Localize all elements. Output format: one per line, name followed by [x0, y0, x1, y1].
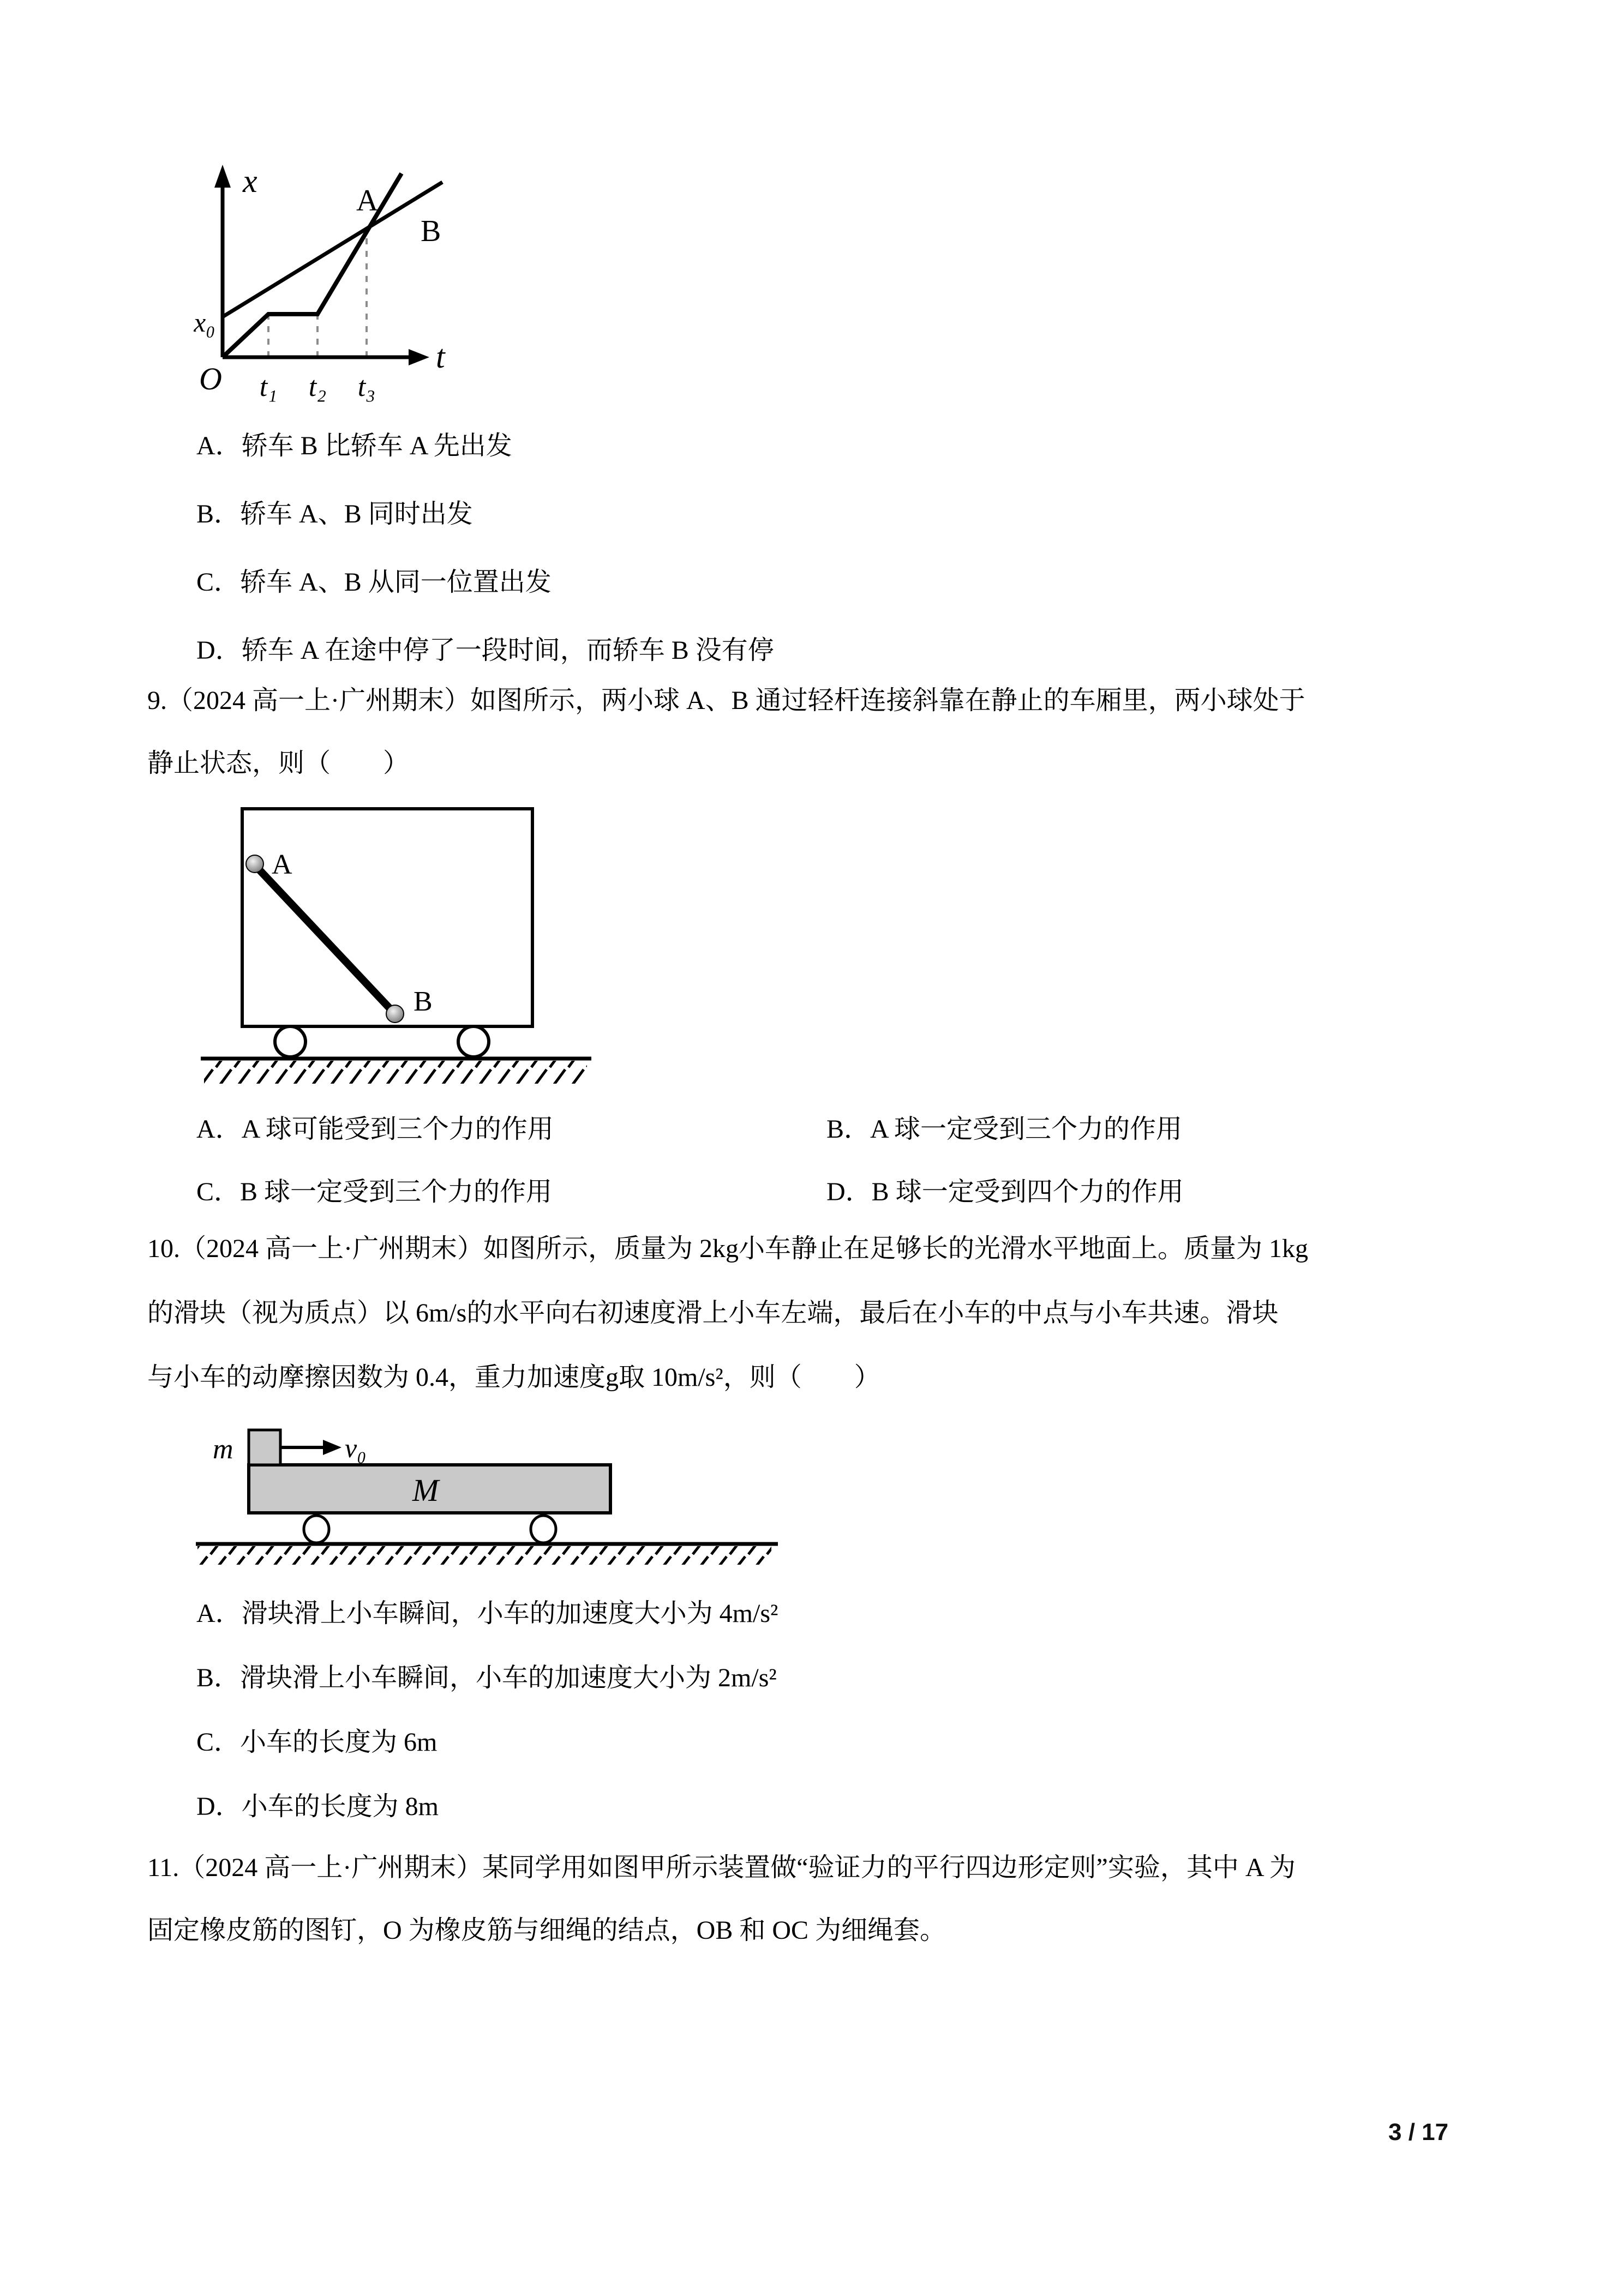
velocity-label: v₀	[345, 1433, 367, 1463]
option-label: C．	[196, 1177, 241, 1206]
question-stem-line: 10.（2024 高一上·广州期末）如图所示，质量为 2kg小车静止在足够长的光滑水平地面上。质量为 1kg	[147, 1234, 1308, 1263]
t2-label: t₂	[308, 371, 327, 402]
option-row	[196, 1710, 778, 1775]
option-text: A 球一定受到三个力的作用	[870, 1115, 1183, 1144]
option-text: A 球可能受到三个力的作用	[241, 1115, 554, 1144]
line-b-label: B	[421, 214, 441, 248]
ball-a-label: A	[272, 849, 292, 880]
cart-wheel	[275, 1026, 305, 1057]
option-label: A．	[196, 1599, 242, 1628]
ground-hatching	[197, 1546, 771, 1565]
ground-hatching	[204, 1061, 587, 1084]
cart-wheel	[531, 1516, 556, 1543]
question-stem-line: 固定橡皮筋的图钉，O 为橡皮筋与细绳的结点，OB 和 OC 为细绳套。	[147, 1916, 946, 1945]
q8-options	[196, 412, 774, 684]
page-number: 3 / 17	[1388, 2119, 1449, 2145]
question-stem-line: 11.（2024 高一上·广州期末）某同学用如图甲所示装置做“验证力的平行四边形定则”实验，其中 A 为	[147, 1853, 1296, 1882]
q10-stem	[147, 1217, 1308, 1410]
velocity-arrowhead	[323, 1440, 341, 1455]
option-label: C．	[196, 568, 241, 597]
option-text: 轿车 A、B 从同一位置出发	[240, 568, 552, 597]
option-row	[196, 412, 774, 480]
option-label: B．	[196, 1663, 241, 1692]
intercept-label: x₀	[194, 307, 215, 338]
option-label: A．	[196, 431, 242, 460]
cart-label: M	[412, 1472, 439, 1508]
option-text: B 球一定受到三个力的作用	[240, 1177, 553, 1206]
block-label: m	[213, 1434, 233, 1465]
q9-options	[196, 1098, 1184, 1223]
t3-label: t₃	[357, 371, 376, 402]
q11-stem	[147, 1836, 1296, 1962]
cart-box	[242, 809, 532, 1026]
option-text: B 球一定受到四个力的作用	[871, 1177, 1184, 1206]
question-stem-line: 9.（2024 高一上·广州期末）如图所示，两小球 A、B 通过轻杆连接斜靠在静止的车厢里，两小球处于	[147, 686, 1305, 715]
question-stem-line: 与小车的动摩擦因数为 0.4，重力加速度g取 10m/s²，则（ ）	[147, 1363, 880, 1392]
question-stem-line: 的滑块（视为质点）以 6m/s的水平向右初速度滑上小车左端，最后在小车的中点与小车共速。滑块	[147, 1299, 1279, 1327]
question-stem-line: 静止状态，则（ ）	[147, 749, 410, 778]
option-row	[826, 1161, 1184, 1223]
option-text: 小车的长度为 8m	[241, 1792, 439, 1821]
q9-stem	[147, 669, 1305, 795]
option-text: 滑块滑上小车瞬间，小车的加速度大小为 4m/s²	[241, 1599, 778, 1628]
line-a-label: A	[356, 184, 379, 218]
option-row	[196, 1775, 778, 1839]
cart-rod-balls-figure	[196, 794, 600, 1085]
option-row	[196, 1582, 778, 1646]
x-axis-arrowhead	[409, 349, 429, 365]
q10-options	[196, 1582, 778, 1839]
option-label: B．	[826, 1115, 871, 1144]
option-label: D．	[826, 1177, 872, 1206]
ball-b-label: B	[414, 986, 433, 1017]
cart-wheel	[304, 1516, 329, 1543]
cart-wheel	[458, 1026, 489, 1057]
ball-b	[386, 1005, 404, 1023]
x-axis-label: t	[436, 339, 445, 375]
ball-a	[246, 855, 263, 873]
option-text: 小车的长度为 6m	[240, 1728, 438, 1757]
t1-label: t₁	[259, 371, 278, 402]
option-label: D．	[196, 636, 242, 665]
option-row	[196, 548, 774, 616]
option-label: B．	[196, 500, 241, 528]
option-text: 滑块滑上小车瞬间，小车的加速度大小为 2m/s²	[240, 1663, 777, 1692]
option-row	[196, 480, 774, 548]
option-row	[196, 1646, 778, 1710]
option-text: 轿车 A、B 同时出发	[240, 500, 473, 528]
option-text: 轿车 B 比轿车 A 先出发	[241, 431, 512, 460]
block	[249, 1430, 280, 1465]
option-label: A．	[196, 1115, 242, 1144]
option-label: D．	[196, 1792, 242, 1821]
option-row	[196, 1098, 826, 1161]
option-label: C．	[196, 1728, 241, 1757]
option-text: 轿车 A 在途中停了一段时间，而轿车 B 没有停	[241, 636, 774, 665]
block-on-cart-figure	[191, 1425, 786, 1566]
y-axis-arrowhead	[214, 165, 231, 188]
y-axis-label: x	[243, 163, 257, 199]
position-time-graph-figure	[194, 158, 456, 404]
line-b	[223, 182, 442, 317]
option-row	[196, 1161, 826, 1223]
option-row	[826, 1098, 1184, 1161]
origin-label: O	[199, 361, 222, 396]
